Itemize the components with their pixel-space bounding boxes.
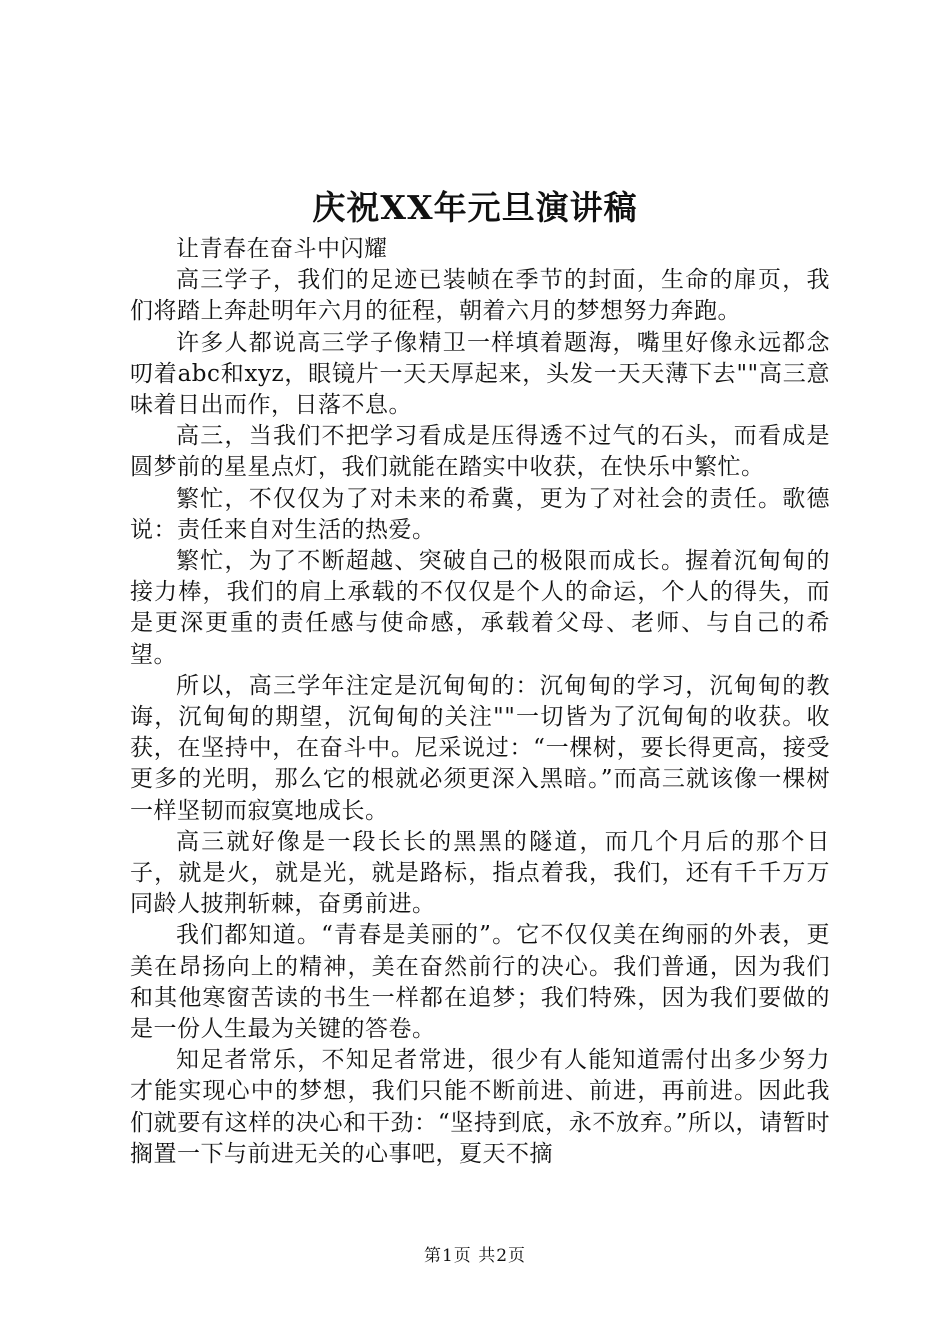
paragraph: 许多人都说高三学子像精卫一样填着题海，嘴里好像永远都念叨着abc和xyz，眼镜片一天天厚起来，头发一天天薄下去""高三意味着日出而作，日落不息。 [130,329,830,419]
paragraph: 所以，高三学年注定是沉甸甸的：沉甸甸的学习，沉甸甸的教诲，沉甸甸的期望，沉甸甸的关注""一切皆为了沉甸甸的收获。收获，在坚持中，在奋斗中。尼采说过：“一棵树，要长得更高，接受更多的光明，那么它的根就必须更深入黑暗。”而高三就该像一棵树一样坚韧而寂寞地成长。 [130,672,830,824]
document-title: 庆祝XX年元旦演讲稿 [312,188,638,227]
page-footer: 第1页 共2页 [423,1246,527,1266]
document-subtitle: 让青春在奋斗中闪耀 [176,236,388,262]
paragraph: 高三就好像是一段长长的黑黑的隧道，而几个月后的那个日子，就是火，就是光，就是路标，指点着我，我们，还有千千万万同龄人披荆斩棘，奋勇前进。 [130,828,830,918]
paragraph: 繁忙，不仅仅为了对未来的希冀，更为了对社会的责任。歌德说：责任来自对生活的热爱。 [130,485,830,543]
document-body [130,234,830,1170]
paragraph: 我们都知道。“青春是美丽的”。它不仅仅美在绚丽的外表，更美在昂扬向上的精神，美在奋然前行的决心。我们普通，因为我们和其他寒窗苦读的书生一样都在追梦；我们特殊，因为我们要做的是一份人生最为关键的答卷。 [130,922,830,1043]
paragraph: 知足者常乐，不知足者常进，很少有人能知道需付出多少努力才能实现心中的梦想，我们只能不断前进、前进，再前进。因此我们就要有这样的决心和干劲：“坚持到底，永不放弃。”所以，请暂时搁置一下与前进无关的心事吧，夏天不摘 [130,1047,830,1167]
paragraph: 高三，当我们不把学习看成是压得透不过气的石头，而看成是圆梦前的星星点灯，我们就能在踏实中收获，在快乐中繁忙。 [130,423,830,481]
paragraph: 繁忙，为了不断超越、突破自己的极限而成长。握着沉甸甸的接力棒，我们的肩上承载的不仅仅是个人的命运，个人的得失，而是更深更重的责任感与使命感，承载着父母、老师、与自己的希望。 [130,548,830,668]
paragraph: 高三学子，我们的足迹已装帧在季节的封面，生命的扉页，我们将踏上奔赴明年六月的征程，朝着六月的梦想努力奔跑。 [130,267,830,325]
